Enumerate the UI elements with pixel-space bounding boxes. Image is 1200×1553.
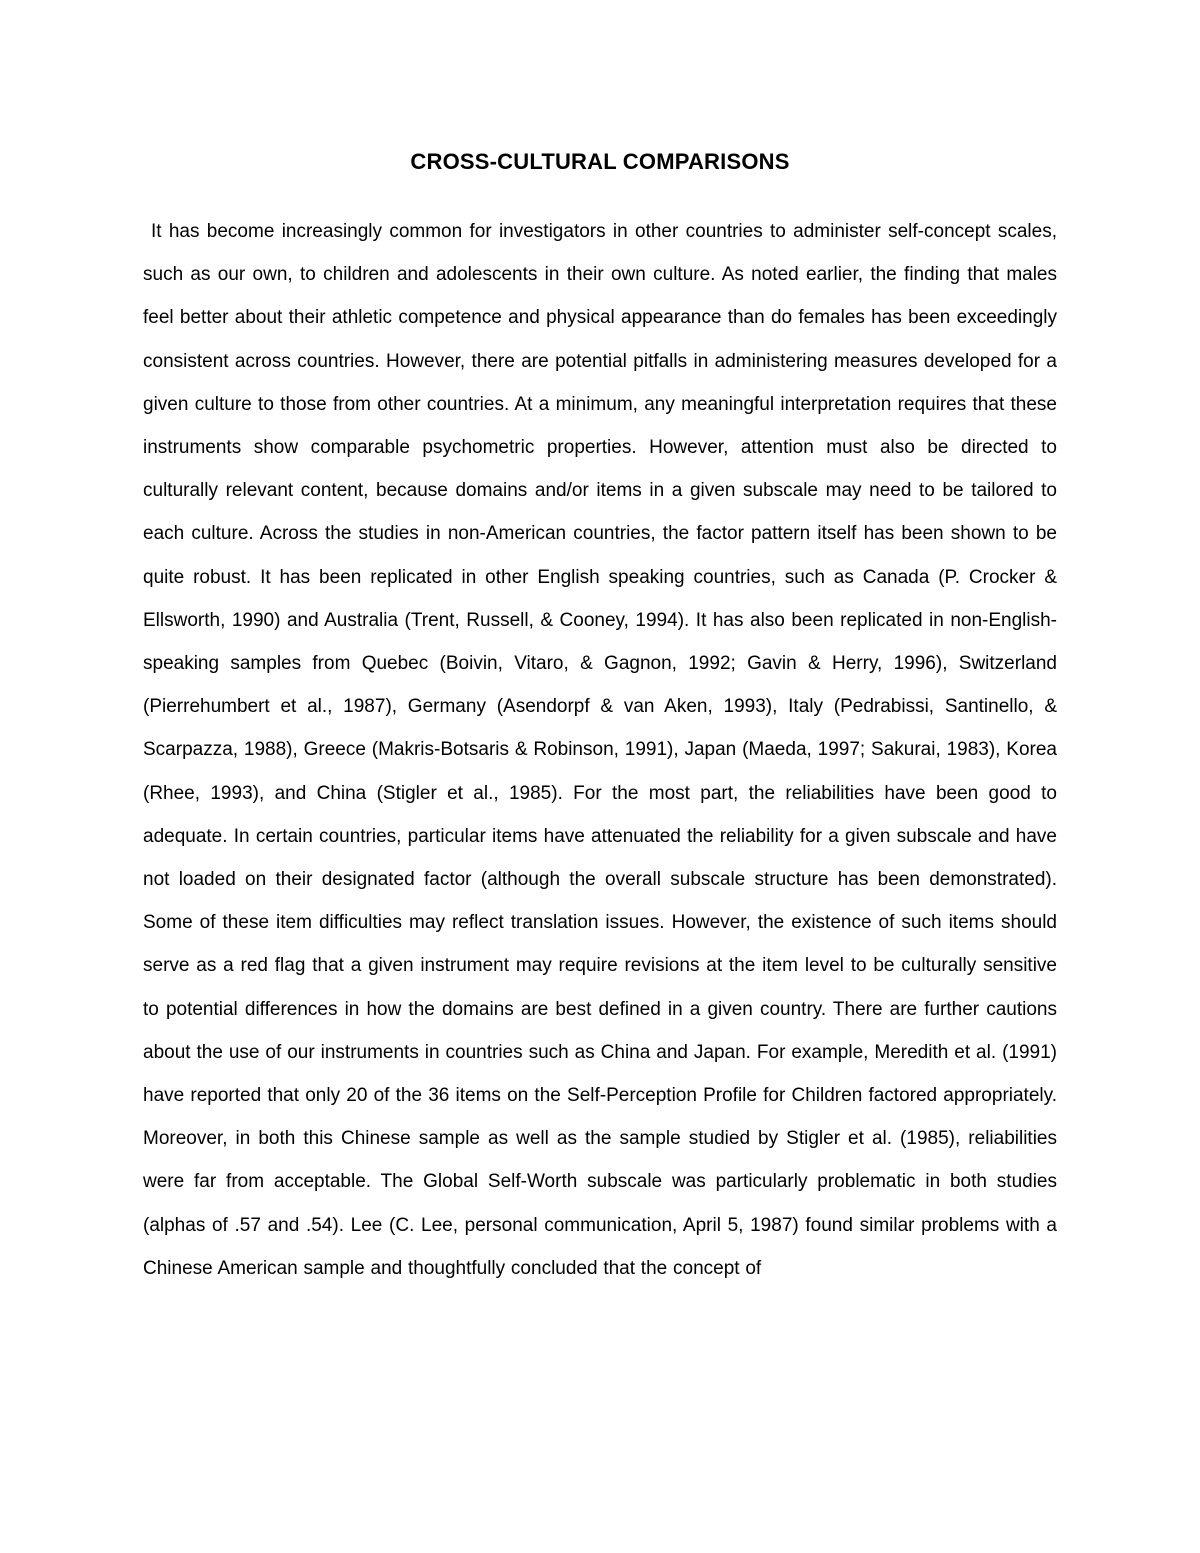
body-paragraph: It has become increasingly common for investigators in other countries to administer self-concept scales, such as our own, to children and adolescents in their own culture. As noted earlier, the finding that males feel better about their athletic competence and physical appearance than do females has been exceedingly consistent across countries. However, there are potential pitfalls in administering measures developed for a given culture to those from other countries. At a minimum, any meaningful interpretation requires that these instruments show comparable psychometric properties. However, attention must also be directed to culturally relevant content, because domains and/or items in a given subscale may need to be tailored to each culture. Across the studies in non-American countries, the factor pattern itself has been shown to be quite robust. It has been replicated in other English speaking countries, such as Canada (P. Crocker & Ellsworth, 1990) and Australia (Trent, Russell, & Cooney, 1994). It has also been replicated in non-English-speaking samples from Quebec (Boivin, Vitaro, & Gagnon, 1992; Gavin & Herry, 1996), Switzerland (Pierrehumbert et al., 1987), Germany (Asendorpf & van Aken, 1993), Italy (Pedrabissi, Santinello, & Scarpazza, 1988), Greece (Makris-Botsaris & Robinson, 1991), Japan (Maeda, 1997; Sakurai, 1983), Korea (Rhee, 1993), and China (Stigler et al., 1985). For the most part, the reliabilities have been good to adequate. In certain countries, particular items have attenuated the reliability for a given subscale and have not loaded on their designated factor (although the overall subscale structure has been demonstrated). Some of these item difficulties may reflect translation issues. However, the existence of such items should serve as a red flag that a given instrument may require revisions at the item level to be culturally sensitive to potential differences in how the domains are best defined in a given country. There are further cautions about the use of our instruments in countries such as China and Japan. For example, Meredith et al. (1991) have reported that only 20 of the 36 items on the Self-Perception Profile for Children factored appropriately. Moreover, in both this Chinese sample as well as the sample studied by Stigler et al. (1985), reliabilities were far from acceptable. The Global Self-Worth subscale was particularly problematic in both studies (alphas of .57 and .54). Lee (C. Lee, personal communication, April 5, 1987) found similar problems with a Chinese American sample and thoughtfully concluded that the concept of [143, 221, 1057, 1279]
page-title: CROSS-CULTURAL COMPARISONS [410, 149, 790, 174]
